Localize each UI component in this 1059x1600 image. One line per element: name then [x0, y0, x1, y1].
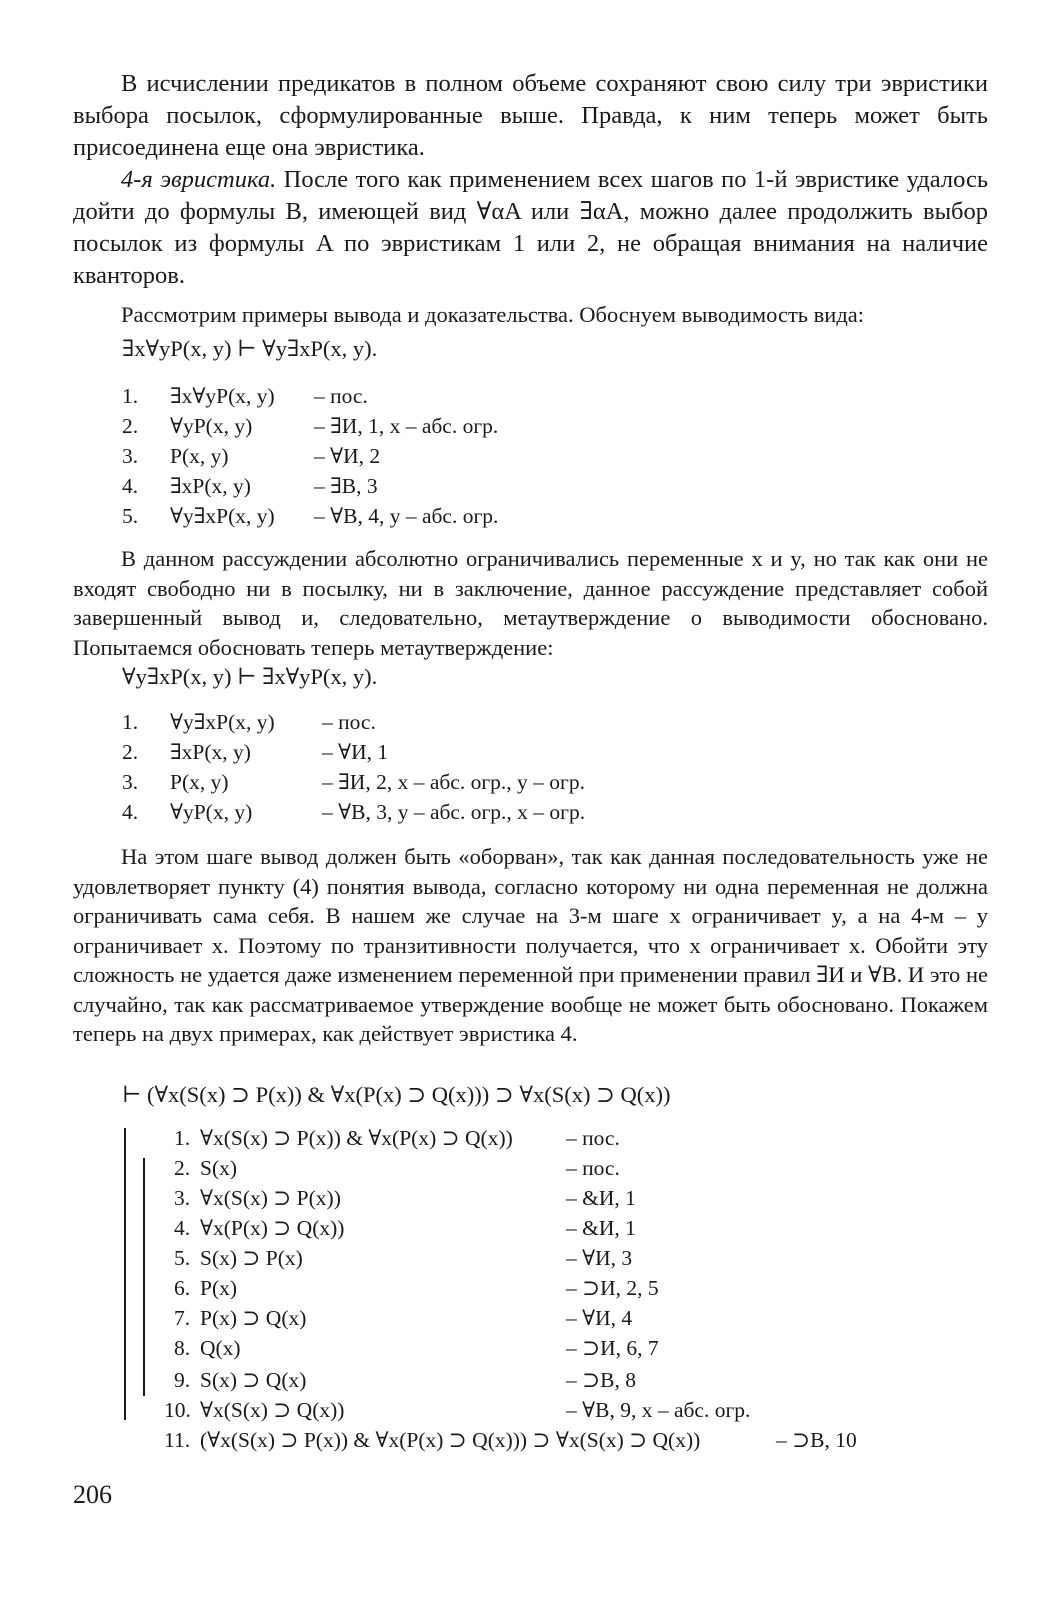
deduction-justification: – ∀И, 4	[566, 1306, 633, 1330]
deduction-row: 4.	[122, 474, 139, 498]
deduction-justification: – &И, 1	[566, 1216, 636, 1240]
deduction-row: 11.	[164, 1428, 191, 1452]
deduction-row: 2.	[122, 414, 139, 438]
deduction-justification: – ∀В, 9, x – абс. огр.	[566, 1398, 751, 1422]
deduction-formula: ∃xP(x, y)	[170, 474, 251, 498]
deduction-formula: ∃x∀yP(x, y)	[170, 384, 275, 408]
deduction-row: 9.	[174, 1368, 191, 1392]
heuristic-title: 4-я эвристика.	[121, 166, 277, 193]
deduction-row: 1.	[122, 710, 139, 734]
deduction-formula: S(x) ⊃ P(x)	[200, 1246, 303, 1270]
deduction-row: 5.	[122, 504, 139, 528]
deduction-justification: – ∃В, 3	[314, 474, 378, 498]
deduction-formula: ∀y∃xP(x, y)	[170, 504, 275, 528]
deduction-formula: ∀x(S(x) ⊃ P(x)) & ∀x(P(x) ⊃ Q(x))	[200, 1126, 513, 1150]
deduction-row: 8.	[174, 1336, 191, 1360]
deduction-formula: ∀x(P(x) ⊃ Q(x))	[200, 1216, 345, 1240]
deduction-formula: P(x, y)	[170, 444, 229, 468]
deduction-formula: P(x) ⊃ Q(x)	[200, 1306, 307, 1330]
deduction-formula: ∀yP(x, y)	[170, 414, 253, 438]
paragraph-heuristics-intro: В исчислении предикатов в полном объеме сохраняют свою силу три эвристики выбора посылок, сформулированные выше. Правда, к ним теперь может быть присоединена еще она эвристика.	[73, 70, 988, 161]
deduction-justification: – ∀В, 4, y – абс. огр.	[314, 504, 499, 528]
paragraph-examples-intro: Рассмотрим примеры вывода и доказательства. Обоснуем выводимость вида:	[121, 302, 865, 327]
deduction-row: 10.	[164, 1398, 191, 1422]
deduction-row: 2.	[174, 1156, 191, 1180]
page-number: 206	[73, 1480, 112, 1509]
deduction-justification: – &И, 1	[566, 1186, 636, 1210]
deduction-row: 5.	[174, 1246, 191, 1270]
deduction-justification: – пос.	[314, 384, 368, 408]
deduction-row: 1.	[174, 1126, 191, 1150]
deduction-formula: ∃xP(x, y)	[170, 740, 251, 764]
deduction-row: 1.	[122, 384, 139, 408]
deduction-formula: ∀x(S(x) ⊃ Q(x))	[200, 1398, 345, 1422]
claim-1: ∃x∀yP(x, y) ⊢ ∀y∃xP(x, y).	[122, 336, 378, 361]
deduction-formula: ∀x(S(x) ⊃ P(x))	[200, 1186, 341, 1210]
deduction-row: 7.	[174, 1306, 191, 1330]
claim-3: ⊢ (∀x(S(x) ⊃ P(x)) & ∀x(P(x) ⊃ Q(x))) ⊃ ∀x(S(x) ⊃ Q(x))	[122, 1082, 671, 1107]
paragraph-heuristic-4: 4-я эвристика. После того как применением всех шагов по 1-й эвристике удалось дойти до формулы B, имеющей вид ∀αA или ∃αA, можно далее продолжить выбор посылок из формулы A по эвристикам 1 или 2, не обращая внимания на наличие кванторов.	[73, 166, 988, 289]
deduction-justification: – ∀В, 3, y – абс. огр., x – огр.	[322, 800, 586, 824]
assumption-bar-inner	[143, 1158, 145, 1396]
deduction-justification: – пос.	[322, 710, 376, 734]
deduction-justification: – ∀И, 2	[314, 444, 381, 468]
deduction-formula: ∀y∃xP(x, y)	[170, 710, 275, 734]
deduction-row: 3.	[174, 1186, 191, 1210]
deduction-justification: – ∃И, 1, x – абс. огр.	[314, 414, 499, 438]
deduction-row: 4.	[174, 1216, 191, 1240]
deduction-justification: – ⊃В, 10	[776, 1428, 857, 1452]
deduction-row: 3.	[122, 444, 139, 468]
deduction-row: 6.	[174, 1276, 191, 1300]
deduction-formula: P(x, y)	[170, 770, 229, 794]
deduction-justification: – ⊃И, 2, 5	[566, 1276, 659, 1300]
deduction-justification: – ∀И, 3	[566, 1246, 633, 1270]
deduction-formula: P(x)	[200, 1276, 238, 1300]
deduction-justification: – ∃И, 2, x – абс. огр., y – огр.	[322, 770, 585, 794]
deduction-formula: S(x) ⊃ Q(x)	[200, 1368, 307, 1392]
deduction-row: 3.	[122, 770, 139, 794]
deduction-justification: – ⊃В, 8	[566, 1368, 636, 1392]
deduction-formula: S(x)	[200, 1156, 238, 1180]
deduction-row: 2.	[122, 740, 139, 764]
assumption-bar-outer	[124, 1128, 126, 1420]
claim-2: ∀y∃xP(x, y) ⊢ ∃x∀yP(x, y).	[122, 664, 378, 689]
paragraph-analysis-2: На этом шаге вывод должен быть «оборван», так как данная последовательность уже не удовлетворяет пункту (4) понятия вывода, согласно которому ни одна переменная не должна ограничивать сама себя. В нашем же случае на 3-м шаге x ограничивает y, а на 4-м – y ограничивает x. Поэтому по транзитивности получается, что x ограничивает x. Обойти эту сложность не удается даже изменением переменной при применении правил ∃И и ∀В. И это не случайно, так как рассматриваемое утверждение вообще не может быть обосновано. Покажем теперь на двух примерах, как действует эвристика 4.	[73, 844, 988, 1046]
deduction-formula: (∀x(S(x) ⊃ P(x)) & ∀x(P(x) ⊃ Q(x))) ⊃ ∀x(S(x) ⊃ Q(x))	[200, 1428, 701, 1452]
deduction-justification: – пос.	[566, 1156, 620, 1180]
deduction-row: 4.	[122, 800, 139, 824]
deduction-justification: – пос.	[566, 1126, 620, 1150]
deduction-justification: – ⊃И, 6, 7	[566, 1336, 659, 1360]
paragraph-analysis-1: В данном рассуждении абсолютно ограничивались переменные x и y, но так как они не входят свободно ни в посылку, ни в заключение, данное рассуждение представляет собой завершенный вывод и, следовательно, метаутверждение о выводимости обосновано. Попытаемся обосновать теперь метаутверждение:	[73, 546, 988, 660]
deduction-formula: ∀yP(x, y)	[170, 800, 253, 824]
deduction-justification: – ∀И, 1	[322, 740, 389, 764]
deduction-formula: Q(x)	[200, 1336, 241, 1360]
